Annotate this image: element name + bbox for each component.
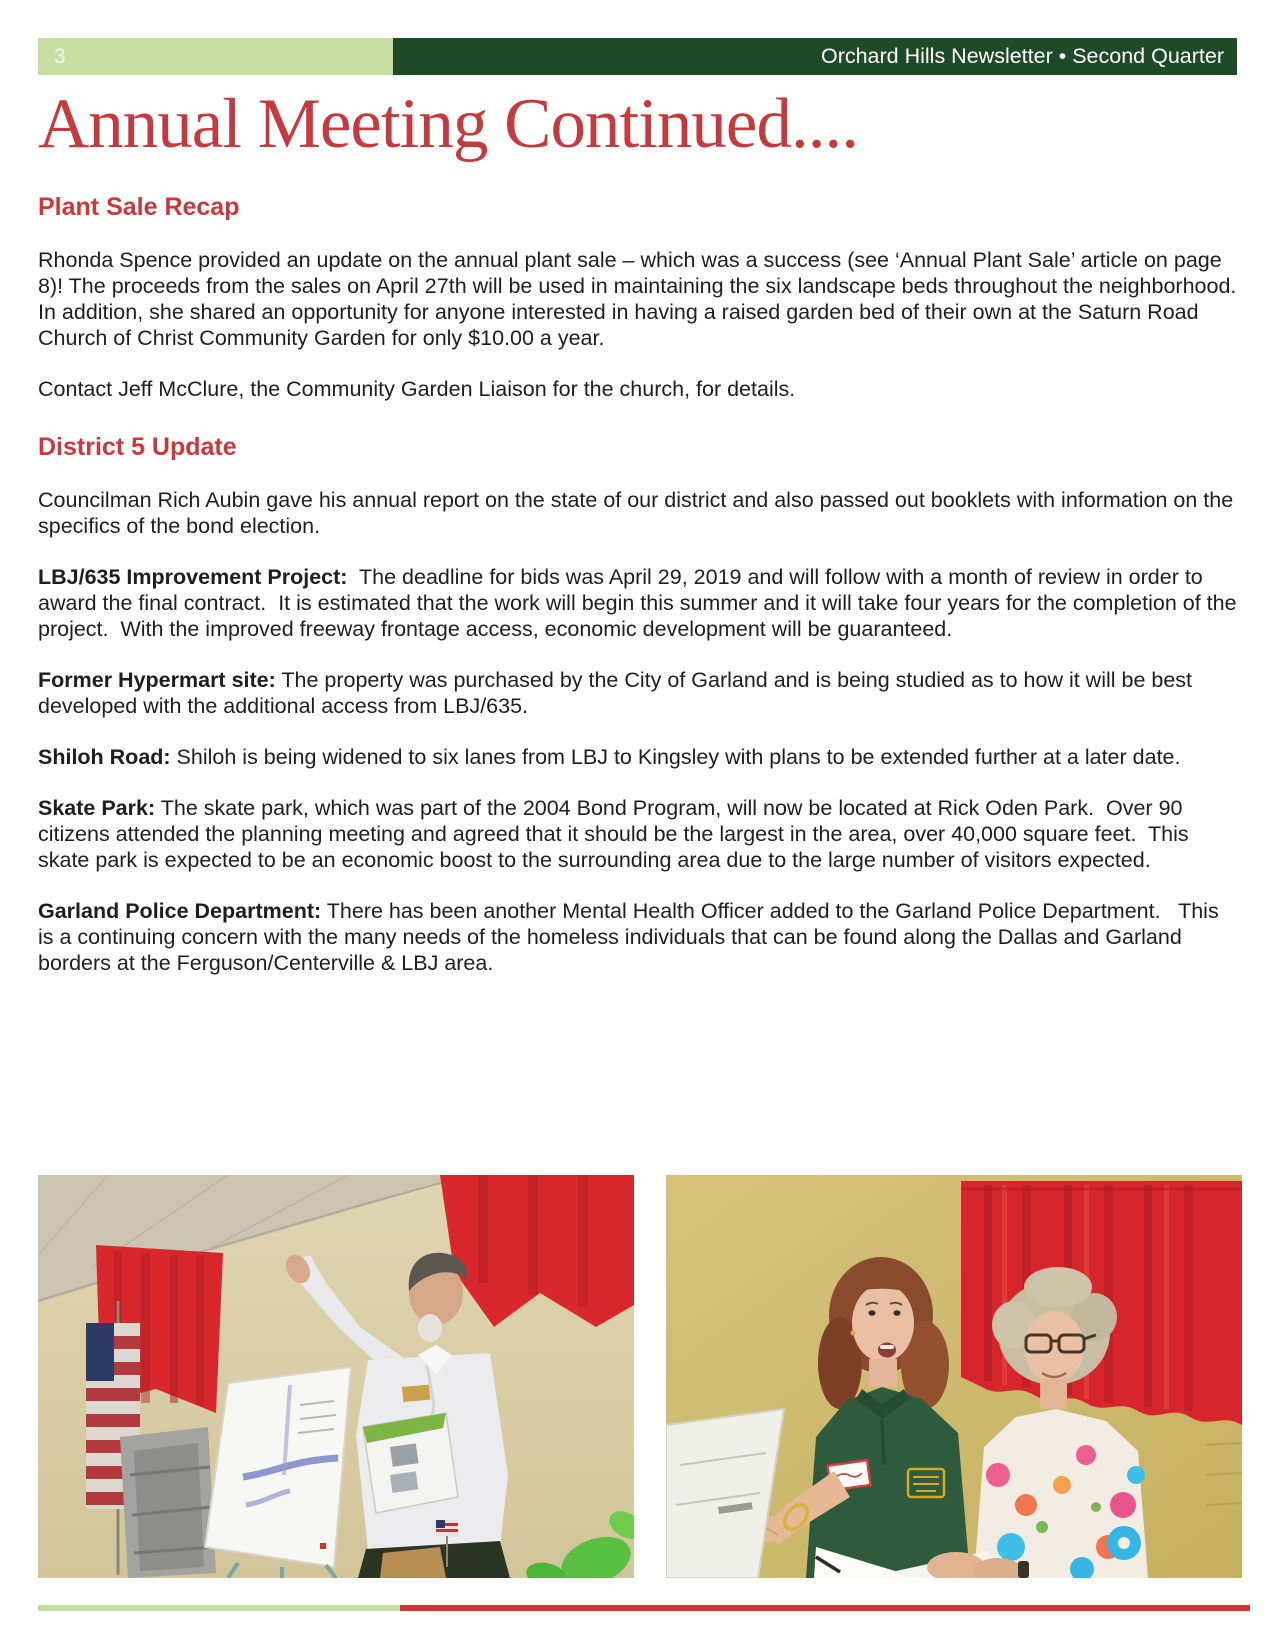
header-bar [38, 38, 1237, 75]
name-badge [402, 1385, 430, 1402]
open-mouth [878, 1343, 896, 1358]
paragraph-lead: Skate Park: [38, 795, 156, 820]
paragraph [38, 667, 1237, 719]
booklet [363, 1413, 458, 1513]
page-number: 3 [54, 44, 66, 68]
header-title: Orchard Hills Newsletter • Second Quarter [820, 44, 1224, 68]
photo-annual-meeting-attendees [666, 1175, 1242, 1578]
paragraph-lead: LBJ/635 Improvement Project: [38, 564, 348, 589]
photo-row [38, 1175, 1242, 1578]
article-content [0, 75, 1275, 976]
paragraph [38, 898, 1237, 976]
glasses-woman-face [1024, 1311, 1084, 1383]
article-title: Annual Meeting Continued.... [38, 85, 858, 163]
paragraph: Contact Jeff McClure, the Community Garden Liaison for the church, for details. [38, 376, 796, 401]
footer-rule [38, 1605, 1250, 1611]
page-number-block [38, 38, 393, 75]
paragraph [38, 744, 1237, 770]
easel-map-board [205, 1367, 351, 1578]
section-heading-plant-sale: Plant Sale Recap [38, 192, 240, 221]
wrist-watch [1018, 1561, 1029, 1578]
paragraph: Rhonda Spence provided an update on the annual plant sale – which was a success (see ‘Annual Plant Sale’ article on page 8)! The proceeds from the sales on April 27th will be used in maintaining the six landscape beds throughout the neighborhood. In addition, she shared an opportunity for anyone interested in having a raised garden bed of their own at the Saturn Road Church of Christ Community Garden for only $10.00 a year. [38, 247, 1243, 350]
paragraph-text: The skate park, which was part of the 2004 Bond Program, will now be located at Rick Oden Park. Over 90 citizens attended the planning meeting and agreed that it should be the largest in the area, over 40,000 square feet. This skate park is expected to be an economic boost to the surrounding area due to the large number of visitors expected. [38, 795, 1195, 872]
stacked-chairs [120, 1427, 216, 1578]
polo-logo [908, 1469, 944, 1497]
paragraph-lead: Garland Police Department: [38, 898, 322, 923]
paragraph: Councilman Rich Aubin gave his annual report on the state of our district and also passed out booklets with information on the specifics of the bond election. [38, 487, 1240, 538]
photo-annual-meeting-speaker [38, 1175, 634, 1578]
footer-rule-red [400, 1605, 1250, 1611]
section-heading-district-5: District 5 Update [38, 432, 237, 461]
paragraph [38, 795, 1237, 873]
paragraph-text: There has been another Mental Health Officer added to the Garland Police Department. This is a continuing concern with the many needs of the homeless individuals that can be found along the Dallas and Garland borders at the Ferguson/Centerville & LBJ area. [38, 898, 1225, 975]
paragraph-lead: Former Hypermart site: [38, 667, 276, 692]
paragraph-lead: Shiloh Road: [38, 744, 171, 769]
paragraph-text: The property was purchased by the City of Garland and is being studied as to how it will be best developed with the additional access from LBJ/635. [38, 667, 1199, 718]
paragraph-text: The deadline for bids was April 29, 2019 and will follow with a month of review in order to award the final contract. It is estimated that the work will begin this summer and it will take four years for the completion of the project. With the improved freeway frontage access, economic development will be guaranteed. [38, 564, 1243, 641]
header-title-block [393, 38, 1237, 75]
paragraph [38, 564, 1243, 642]
paragraph-text: Shiloh is being widened to six lanes from LBJ to Kingsley with plans to be extended further at a later date. [170, 744, 1181, 769]
footer-rule-green [38, 1605, 400, 1611]
